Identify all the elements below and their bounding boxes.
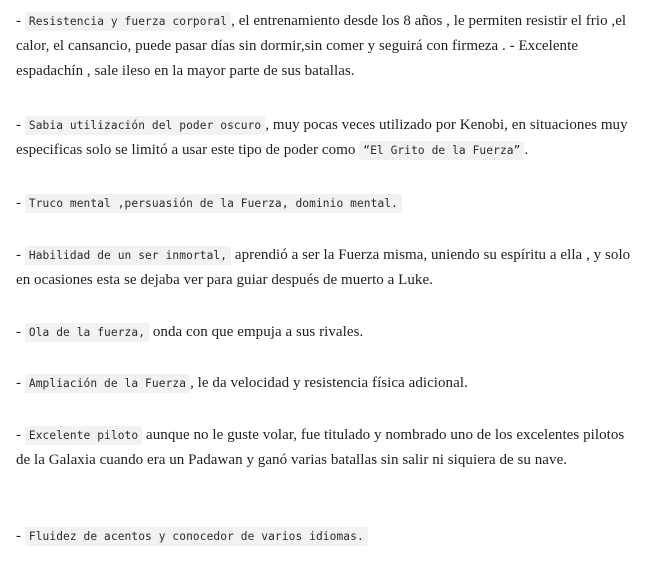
bullet-dash: - <box>16 375 25 391</box>
ability-description: onda con que empuja a sus rivales. <box>149 324 364 340</box>
ability-description: , muy pocas veces utilizado por Kenobi, en situaciones muy especificas solo se limitó a usar este tipo de poder como <box>16 117 628 158</box>
ability-paragraph-strength <box>16 9 638 84</box>
ability-paragraph-dark-power <box>16 113 638 163</box>
ability-paragraph-force-amplification <box>16 371 638 396</box>
bullet-dash: - <box>16 13 25 29</box>
bullet-dash: - <box>16 324 25 340</box>
ability-paragraph-immortal <box>16 243 638 293</box>
ability-description: aunque no le guste volar, fue titulado y nombrado uno de los excelentes pilotos de la Galaxia cuando era un Padawan y ganó varias batallas sin salir ni siquiera de su nave. <box>16 427 625 468</box>
ability-term: Sabia utilización del poder oscuro <box>25 116 265 135</box>
bullet-dash: - <box>16 117 25 133</box>
ability-term: Truco mental ,persuasión de la Fuerza, dominio mental. <box>25 194 402 213</box>
ability-term: Resistencia y fuerza corporal <box>25 12 231 31</box>
quoted-power-name: “El Grito de la Fuerza” <box>359 141 524 160</box>
ability-description: aprendió a ser la Fuerza misma, uniendo su espíritu a ella , y solo en ocasiones esta se dejaba ver para guiar después de muerto a Luke. <box>16 247 631 288</box>
bullet-dash: - <box>16 528 25 544</box>
ability-paragraph-force-wave <box>16 320 638 345</box>
ability-paragraph-languages <box>16 524 638 549</box>
ability-term: Ola de la fuerza, <box>25 323 149 342</box>
ability-term: Fluidez de acentos y conocedor de varios idiomas. <box>25 527 368 546</box>
ability-term: Excelente piloto <box>25 426 142 445</box>
ability-paragraph-pilot <box>16 423 638 473</box>
ability-paragraph-mind-trick <box>16 191 638 216</box>
ability-term: Habilidad de un ser inmortal, <box>25 246 231 265</box>
bullet-dash: - <box>16 247 25 263</box>
bullet-dash: - <box>16 427 25 443</box>
sentence-end: . <box>524 142 529 158</box>
bullet-dash: - <box>16 195 25 211</box>
ability-description: , le da velocidad y resistencia física adicional. <box>190 375 468 391</box>
ability-term: Ampliación de la Fuerza <box>25 374 190 393</box>
ability-description: , el entrenamiento desde los 8 años , le permiten resistir el frio ,el calor, el cansancio, puede pasar días sin dormir,sin comer y seguirá con firmeza . - Excelente espadachín , sale ileso en la mayor parte de sus batallas. <box>16 13 627 79</box>
